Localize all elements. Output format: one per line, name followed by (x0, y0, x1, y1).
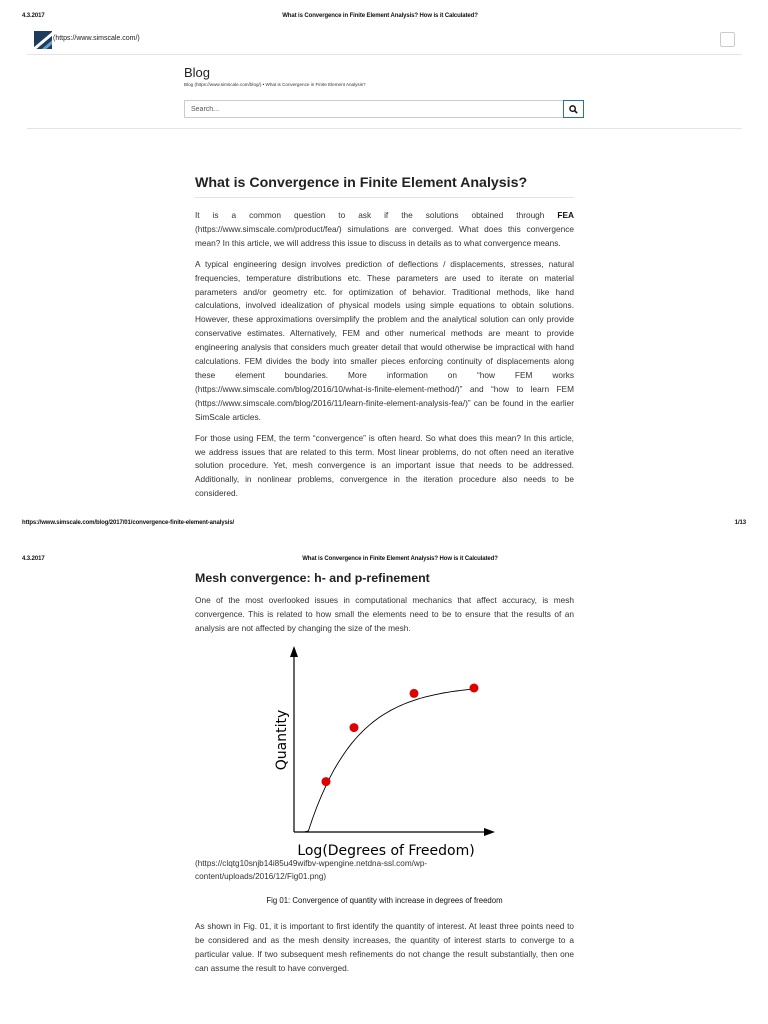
section-heading: Mesh convergence: h- and p-refinement (195, 571, 430, 585)
search-input[interactable] (185, 101, 563, 117)
data-point-3 (410, 689, 419, 698)
convergence-curve (304, 689, 478, 832)
data-point-4 (470, 684, 479, 693)
convergence-figure (262, 640, 502, 860)
article-body (195, 209, 574, 501)
section-body (195, 594, 574, 636)
breadcrumb[interactable]: Blog (https://www.simscale.com/blog/) • What is Convergence in Finite Element Analysis? (184, 82, 366, 87)
search-icon (569, 105, 578, 114)
print-date: 4.3.2017 (22, 13, 45, 19)
logo-link[interactable]: (https://www.simscale.com/) (53, 35, 140, 42)
search-divider (27, 128, 742, 129)
y-axis-arrow (290, 646, 298, 657)
simscale-logo[interactable] (34, 31, 52, 49)
mesh-paragraph: One of the most overlooked issues in computational mechanics that affect accuracy, is mesh convergence. This is related to how small the elements need to be to ensure that the results of an analysis are not affected by changing the size of the mesh. (195, 595, 574, 633)
data-point-2 (350, 723, 359, 732)
x-axis-label: Log(Degrees of Freedom) (297, 843, 475, 859)
data-point-1 (322, 777, 331, 786)
fea-link[interactable]: FEA (557, 210, 574, 220)
header-divider (27, 54, 742, 55)
figure-caption: Fig 01: Convergence of quantity with increase in degrees of freedom (266, 896, 503, 905)
figure-explanation (195, 920, 574, 976)
footer-page: 1/13 (734, 520, 746, 526)
image-link[interactable]: (https://clqtg10snjb14i85u49wifbv-wpengine.netdna-ssl.com/wp-content/uploads/2016/12/Fig01.png) (195, 859, 428, 881)
print-date-2: 4.3.2017 (22, 556, 45, 562)
engineering-paragraph: A typical engineering design involves prediction of deflections / displacements, stresses, natural frequencies, temperature distributions etc. These parameters are used to iterate on material parameters and/or geometry etc. for optimization of behavior. Traditional methods, like hand calculations, involved idealization of physical models using simple equations to obtain solutions. However, these approximations oversimplify the problem and the analytical solution can only provide conservative estimates. Alternatively, FEM and other numerical methods are meant to provide engineering analysis that considers much greater detail that would otherwise be impractical with hand calculations. FEM divides the body into smaller pieces enforcing continuity of displacements along these element boundaries. More information on “how FEM works (https://www.simscale.com/blog/2016/10/what-is-finite-element-method/)” and “how to learn FEM (https://www.simscale.com/blog/2016/11/learn-finite-element-analysis-fea/)” can be found in the earlier SimScale articles. (195, 258, 574, 422)
x-axis-arrow (484, 828, 495, 836)
blog-title[interactable]: Blog (184, 65, 211, 80)
refinement-paragraph: As shown in Fig. 01, it is important to first identify the quantity of interest. At least three points need to be considered and as the mesh density increases, the quantity of interest starts to converge to a particular value. If two subsequent mesh refinements do not change the result substantially, then one can assume the result to have converged. (195, 921, 574, 973)
intro-paragraph: It is a common question to ask if the solutions obtained through FEA (https://www.simscale.com/product/fea/) simulations are converged. What does this convergence mean? In this article, we will address this issue to discuss in details as to what convergence means. (195, 210, 574, 248)
search-bar (184, 100, 584, 118)
menu-button[interactable] (720, 32, 735, 47)
title-underline (195, 197, 574, 198)
convergence-paragraph: For those using FEM, the term “convergence” is often heard. So what does this mean? In this article, we address issues that are related to this term. Most linear problems, do not often need an iterative solution procedure. Yet, mesh convergence is an important issue that needs to be addressed. Additionally, in nonlinear problems, convergence in the iteration procedure also needs to be considered. (195, 432, 574, 499)
footer-url: https://www.simscale.com/blog/2017/01/convergence-finite-element-analysis/ (22, 520, 235, 526)
y-axis-label: Quantity (274, 709, 290, 771)
search-button[interactable] (563, 100, 584, 118)
article-title: What is Convergence in Finite Element Analysis? (195, 175, 528, 191)
print-title-2: What is Convergence in Finite Element Analysis? How is it Calculated? (302, 556, 498, 562)
print-title: What is Convergence in Finite Element Analysis? How is it Calculated? (282, 13, 478, 19)
